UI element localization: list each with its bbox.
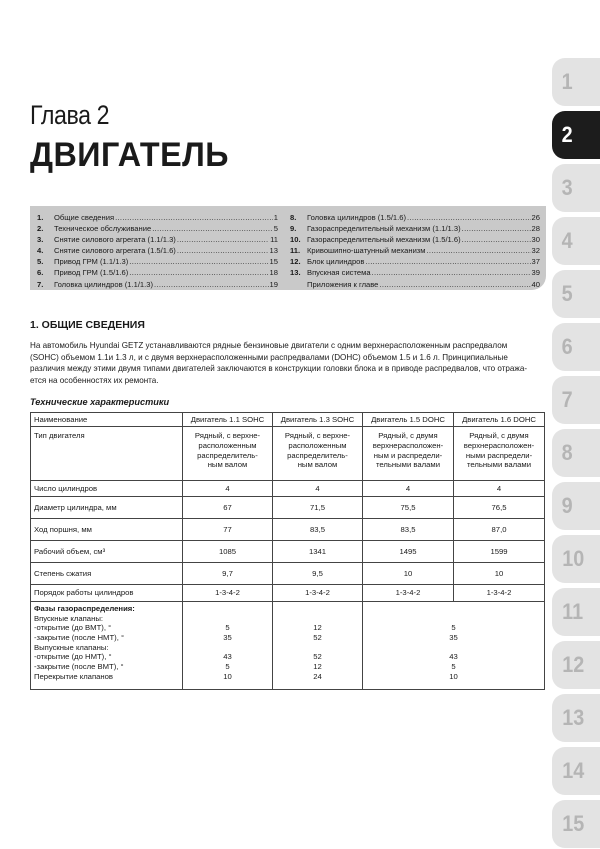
toc-page-number: 5 <box>273 224 278 234</box>
value-cell: 4 <box>454 481 545 497</box>
value-cell: 1-3-4-2 <box>454 585 545 602</box>
chapter-tab-11[interactable] <box>552 588 600 636</box>
toc-item[interactable] <box>290 212 540 223</box>
toc-number: 4. <box>37 246 44 256</box>
type-cell-e11 <box>183 427 273 481</box>
chapter-tab-label: 4 <box>561 228 573 253</box>
toc-page-number: 19 <box>269 279 278 289</box>
toc-leader-dots <box>129 256 268 267</box>
chapter-tab-10[interactable] <box>552 535 600 583</box>
value-cell: 76,5 <box>454 497 545 519</box>
toc-number: 13. <box>290 268 301 278</box>
header-cell: Двигатель 1.6 DOHC <box>454 413 545 427</box>
specs-header-row <box>31 413 545 427</box>
phase-value: 52 <box>313 652 322 662</box>
cell-line: Рядный, с двумя <box>378 431 438 440</box>
type-cell-e15 <box>363 427 454 481</box>
toc-page-number: 13 <box>269 246 278 256</box>
toc-number: 2. <box>37 224 44 234</box>
value-cell: 77 <box>183 519 273 541</box>
chapter-tab-label: 12 <box>562 652 585 677</box>
chapter-tab-9[interactable] <box>552 482 600 530</box>
table-row <box>31 541 545 563</box>
chapter-tab-label: 8 <box>561 440 573 465</box>
chapter-tab-label: 15 <box>562 811 585 836</box>
phase-line: Перекрытие клапанов <box>34 671 113 681</box>
value-cell: 1495 <box>363 541 454 563</box>
toc-leader-dots <box>115 212 273 223</box>
toc-item[interactable] <box>37 223 278 234</box>
chapter-tab-label: 11 <box>562 599 584 624</box>
phase-line: -открытие (до ВМТ), ° <box>34 623 112 633</box>
chapter-tab-2[interactable] <box>552 111 600 159</box>
table-row <box>31 563 545 585</box>
phases-title: Фазы газораспределения: <box>34 604 135 613</box>
chapter-tab-label: 10 <box>562 546 585 571</box>
cell-line: распределитель- <box>197 450 258 460</box>
toc-leader-dots <box>372 267 531 278</box>
intro-line: ется на особенностях их ремонта. <box>30 375 159 385</box>
chapter-tab-4[interactable] <box>552 217 600 265</box>
toc-title: Снятие силового агрегата (1.5/1.6) <box>54 246 176 256</box>
toc-item[interactable] <box>37 245 278 256</box>
toc-leader-dots <box>462 223 531 234</box>
value-cell: 10 <box>454 563 545 585</box>
phase-value: 43 <box>223 652 232 662</box>
chapter-tab-14[interactable] <box>552 747 600 795</box>
cell-line: верхнерасположен- <box>372 440 444 450</box>
value-cell: 67 <box>183 497 273 519</box>
phase-value: 24 <box>313 671 322 681</box>
row-label: Порядок работы цилиндров <box>31 585 183 602</box>
phase-value: 35 <box>449 633 458 643</box>
chapter-tab-5[interactable] <box>552 270 600 318</box>
toc-item[interactable] <box>37 267 278 278</box>
toc-title: Общие сведения <box>54 213 115 222</box>
chapter-label: Глава 2 <box>30 100 110 130</box>
toc-number: 8. <box>290 213 297 222</box>
phase-value: 35 <box>223 633 232 643</box>
toc-leader-dots <box>154 279 269 290</box>
header-cell: Двигатель 1.1 SOHC <box>183 413 273 427</box>
chapter-tab-label: 1 <box>561 69 573 94</box>
toc-page-number: 18 <box>269 268 278 278</box>
intro-line: На автомобиль Hyundai GETZ устанавливаются рядные бензиновые двигатели с одним верхнерасположенным распредвалом <box>30 341 508 350</box>
chapter-tab-label: 6 <box>561 334 573 359</box>
chapter-tab-3[interactable] <box>552 164 600 212</box>
row-label: Степень сжатия <box>31 563 183 585</box>
toc-page-number: 28 <box>531 224 540 234</box>
phase-line: -закрытие (после ВМТ), ° <box>34 662 124 672</box>
header-cell: Двигатель 1.5 DOHC <box>363 413 454 427</box>
chapter-tab-label: 5 <box>561 281 573 306</box>
toc-number: 10. <box>290 235 301 245</box>
value-cell: 71,5 <box>273 497 363 519</box>
phase-value: 43 <box>449 652 458 662</box>
chapter-title: ДВИГАТЕЛЬ <box>30 136 229 174</box>
phases-cell-e11 <box>183 602 273 690</box>
toc-title: Блок цилиндров <box>307 257 365 267</box>
value-cell: 1599 <box>454 541 545 563</box>
cell-line: верхнерасположен- <box>463 440 535 450</box>
toc-item[interactable] <box>290 234 540 245</box>
chapter-tab-12[interactable] <box>552 641 600 689</box>
phases-cell-e15-e16 <box>363 602 545 690</box>
intro-paragraph <box>30 340 544 386</box>
toc-item[interactable] <box>290 245 540 256</box>
phase-line: Впускные клапаны: <box>34 613 103 623</box>
toc-title: Головка цилиндров (1.5/1.6) <box>307 213 407 222</box>
phase-value: 5 <box>451 623 456 633</box>
chapter-tab-label: 14 <box>562 758 585 783</box>
row-label: Ход поршня, мм <box>31 519 183 541</box>
section-heading: 1. ОБЩИЕ СВЕДЕНИЯ <box>30 319 145 331</box>
toc-page-number: 26 <box>531 213 540 222</box>
header-cell: Двигатель 1.3 SOHC <box>273 413 363 427</box>
phases-cell-e13 <box>273 602 363 690</box>
row-label: Рабочий объем, см³ <box>31 541 183 563</box>
phase-line: -открытие (до НМТ), ° <box>34 652 112 662</box>
chapter-tab-7[interactable] <box>552 376 600 424</box>
chapter-tab-label: 3 <box>561 175 573 200</box>
toc-page-number: 1 <box>273 213 278 222</box>
type-cell-e16 <box>454 427 545 481</box>
value-cell: 1-3-4-2 <box>363 585 454 602</box>
cell-line: тельными валами <box>375 460 441 470</box>
type-cell-e13 <box>273 427 363 481</box>
toc-page-number: 30 <box>531 235 540 245</box>
phase-value: 5 <box>225 662 230 672</box>
toc-page-number: 40 <box>531 279 540 289</box>
cell-line: ными распредели- <box>465 450 533 460</box>
table-of-contents <box>30 206 546 290</box>
toc-item[interactable] <box>290 223 540 234</box>
cell-line: ным валом <box>207 460 248 470</box>
toc-number: 6. <box>37 268 44 278</box>
toc-title: Газораспределительный механизм (1.1/1.3) <box>307 224 461 234</box>
table-row <box>31 481 545 497</box>
toc-item[interactable] <box>37 279 278 290</box>
toc-leader-dots <box>407 212 531 223</box>
toc-leader-dots <box>177 234 269 245</box>
toc-title: Привод ГРМ (1.5/1.6) <box>54 268 129 278</box>
value-cell: 75,5 <box>363 497 454 519</box>
phase-value: 52 <box>313 633 322 643</box>
value-cell: 1341 <box>273 541 363 563</box>
cell-line: распределитель- <box>287 450 348 460</box>
chapter-tab-13[interactable] <box>552 694 600 742</box>
chapter-tab-label: 9 <box>561 493 573 518</box>
toc-leader-dots <box>365 256 530 267</box>
toc-leader-dots <box>177 245 269 256</box>
specs-heading: Технические характеристики <box>30 397 170 407</box>
toc-page-number: 11 <box>270 235 278 245</box>
toc-leader-dots <box>152 223 273 234</box>
toc-title: Кривошипно-шатунный механизм <box>307 246 426 256</box>
header-cell: Наименование <box>31 413 183 427</box>
toc-leader-dots <box>427 245 531 256</box>
chapter-tab-label: 13 <box>562 705 585 730</box>
cell-line: расположенным <box>288 440 347 450</box>
cell-line: Рядный, с верхне- <box>284 431 351 440</box>
cell-line: расположенным <box>198 440 257 450</box>
toc-leader-dots <box>129 267 268 278</box>
toc-item[interactable] <box>37 256 278 267</box>
phase-line: Выпускные клапаны: <box>34 642 109 652</box>
toc-page-number: 15 <box>269 257 278 267</box>
toc-page-number: 39 <box>531 268 540 278</box>
value-cell: 83,5 <box>273 519 363 541</box>
toc-item[interactable] <box>290 267 540 278</box>
toc-item[interactable] <box>37 234 278 245</box>
table-row <box>31 427 545 481</box>
table-row <box>31 585 545 602</box>
chapter-tab-label: 2 <box>561 122 573 147</box>
cell-line: Рядный, с верхне- <box>194 431 261 440</box>
toc-page-number: 32 <box>531 246 540 256</box>
toc-title: Приложения к главе <box>307 279 379 289</box>
value-cell: 87,0 <box>454 519 545 541</box>
phases-label-cell <box>31 602 183 690</box>
toc-item[interactable] <box>290 256 540 267</box>
table-row <box>31 497 545 519</box>
toc-title: Газораспределительный механизм (1.5/1.6) <box>307 235 461 245</box>
toc-number: 9. <box>290 224 297 234</box>
toc-number: 7. <box>37 279 44 289</box>
row-label: Тип двигателя <box>31 427 183 481</box>
toc-item[interactable] <box>37 212 278 223</box>
toc-title: Впускная система <box>307 268 371 278</box>
value-cell: 9,5 <box>273 563 363 585</box>
value-cell: 1-3-4-2 <box>183 585 273 602</box>
cell-line: Рядный, с двумя <box>469 431 529 440</box>
value-cell: 9,7 <box>183 563 273 585</box>
chapter-tab-8[interactable] <box>552 429 600 477</box>
table-row <box>31 519 545 541</box>
cell-line: тельными валами <box>466 460 532 470</box>
toc-number: 5. <box>37 257 44 267</box>
intro-line: различия между этими двумя типами двигателей заключаются в конструкции головки блока и в приводе распредвалов, что отража- <box>30 364 528 374</box>
toc-number: 1. <box>37 213 44 222</box>
row-label: Диаметр цилиндра, мм <box>31 497 183 519</box>
toc-title: Техническое обслуживание <box>54 224 152 234</box>
value-cell: 4 <box>273 481 363 497</box>
phase-value: 12 <box>313 623 322 633</box>
phase-value: 5 <box>451 662 456 672</box>
cell-line: ным валом <box>297 460 338 470</box>
value-cell: 4 <box>363 481 454 497</box>
toc-title: Снятие силового агрегата (1.1/1.3) <box>54 235 176 245</box>
chapter-tab-6[interactable] <box>552 323 600 371</box>
toc-left-column <box>37 212 278 290</box>
phase-line: -закрытие (после НМТ), ° <box>34 633 125 643</box>
cell-line: ным и распредели- <box>373 450 443 460</box>
chapter-tab-15[interactable] <box>552 800 600 848</box>
table-row <box>31 602 545 690</box>
toc-page-number: 37 <box>531 257 540 267</box>
phase-value: 10 <box>449 671 458 681</box>
toc-number: 11. <box>290 246 301 256</box>
phase-value: 12 <box>313 662 322 672</box>
toc-number: 3. <box>37 235 44 245</box>
value-cell: 83,5 <box>363 519 454 541</box>
toc-title: Привод ГРМ (1.1/1.3) <box>54 257 129 267</box>
chapter-tab-label: 7 <box>561 387 573 412</box>
specs-table <box>30 412 545 690</box>
toc-leader-dots <box>462 234 531 245</box>
toc-leader-dots <box>379 279 530 290</box>
chapter-tab-1[interactable] <box>552 58 600 106</box>
toc-item[interactable] <box>290 279 540 290</box>
intro-line: (SOHC) объемом 1.1и 1.3 л, и с двумя верхнерасположенными распредвалами (DOHC) объемом 1.5 и 1.6 л. Принципиальные <box>30 352 508 362</box>
value-cell: 4 <box>183 481 273 497</box>
phase-value: 5 <box>225 623 230 633</box>
toc-number: 12. <box>290 257 301 267</box>
toc-right-column <box>290 212 540 290</box>
toc-title: Головка цилиндров (1.1/1.3) <box>54 279 154 289</box>
value-cell: 1085 <box>183 541 273 563</box>
value-cell: 10 <box>363 563 454 585</box>
row-label: Число цилиндров <box>31 481 183 497</box>
phase-value: 10 <box>223 671 232 681</box>
value-cell: 1-3-4-2 <box>273 585 363 602</box>
